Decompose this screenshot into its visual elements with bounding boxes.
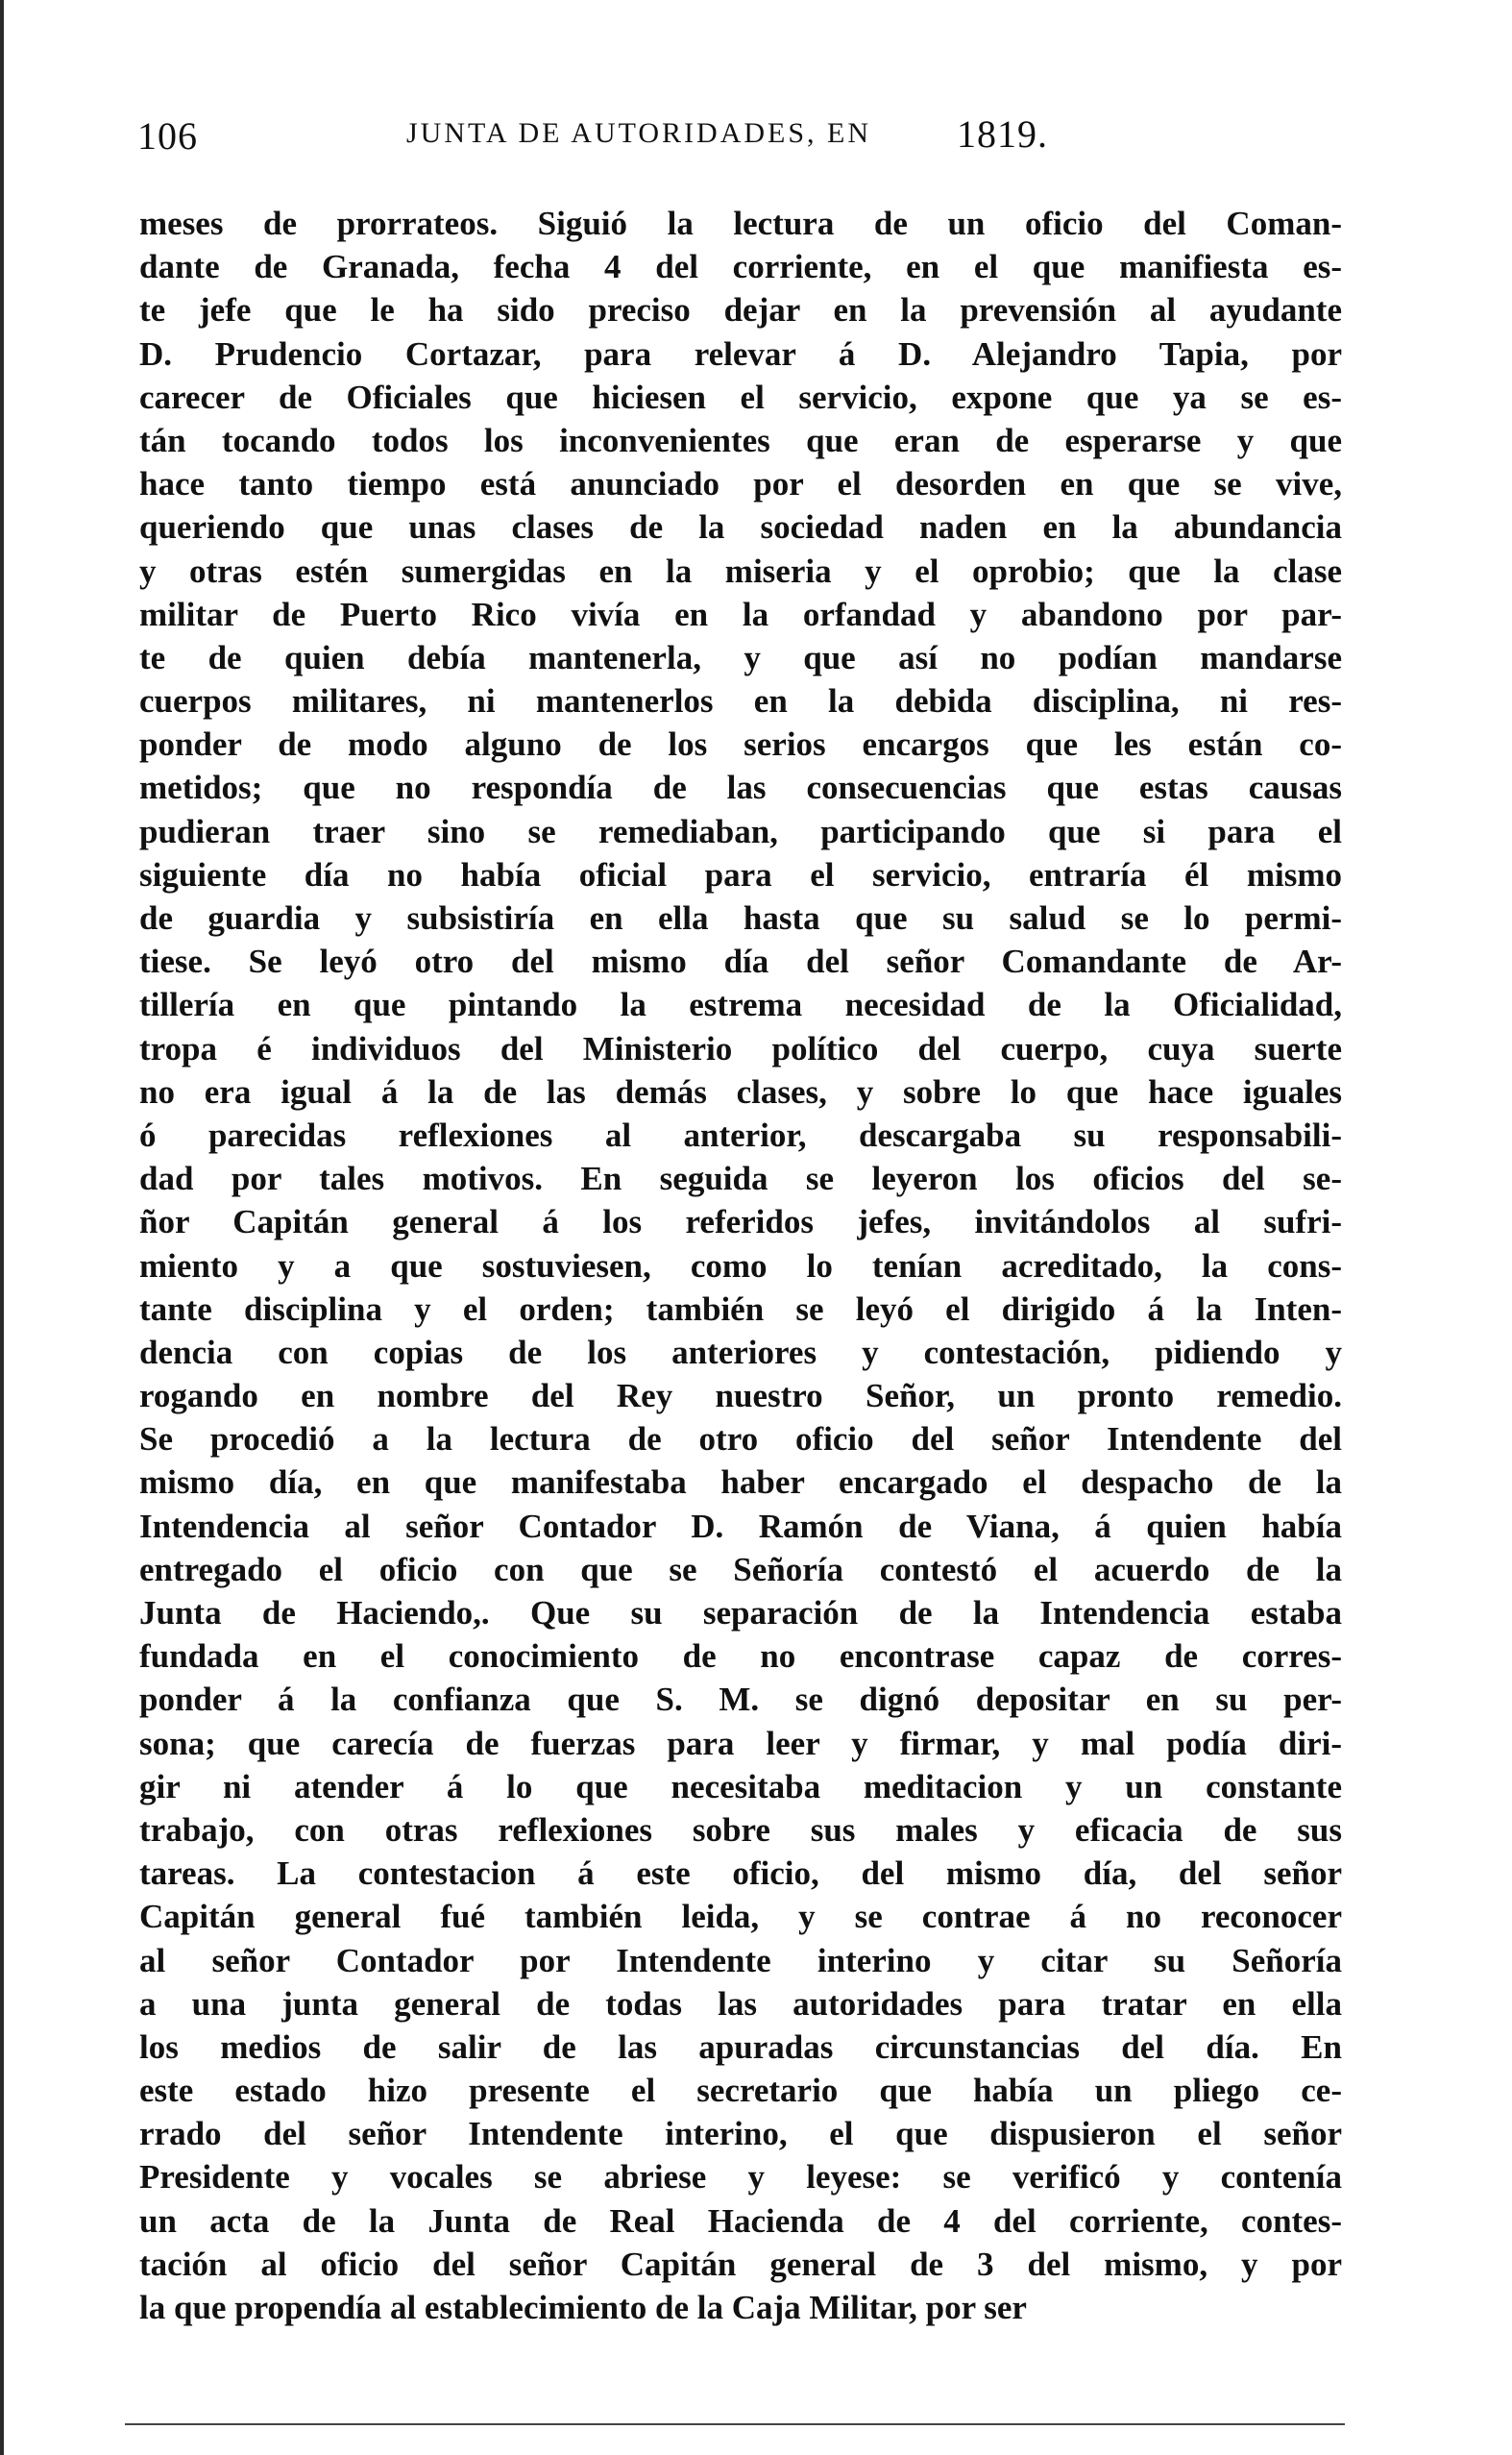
text-line: dante de Granada, fecha 4 del corriente, en el que manifiesta es- <box>139 248 1342 286</box>
text-line: queriendo que unas clases de la sociedad naden en la abundancia <box>139 508 1342 547</box>
text-line: de guardia y subsistiría en ella hasta que su salud se lo permi- <box>139 899 1342 937</box>
text-line: tiese. Se leyó otro del mismo día del señor Comandante de Ar- <box>139 943 1342 981</box>
page-number: 106 <box>137 114 198 158</box>
text-line: Capitán general fué también leida, y se contrae á no reconocer <box>139 1898 1342 1936</box>
text-line: tillería en que pintando la estrema necesidad de la Oficialidad, <box>139 986 1342 1024</box>
text-line: ñor Capitán general á los referidos jefes, invitándolos al sufri- <box>139 1203 1342 1241</box>
text-line: carecer de Oficiales que hiciesen el servicio, expone que ya se es- <box>139 378 1342 416</box>
text-line: tareas. La contestacion á este oficio, del mismo día, del señor <box>139 1854 1342 1893</box>
text-line: tación al oficio del señor Capitán general de 3 del mismo, y por <box>139 2245 1342 2283</box>
text-line: ponder á la confianza que S. M. se dignó depositar en su per- <box>139 1681 1342 1719</box>
text-line: rogando en nombre del Rey nuestro Señor, un pronto remedio. <box>139 1377 1342 1415</box>
body-text <box>139 202 1342 2329</box>
running-title: JUNTA DE AUTORIDADES, EN <box>406 117 872 149</box>
page-header <box>137 113 1364 171</box>
text-line: tropa é individuos del Ministerio político del cuerpo, cuya suerte <box>139 1029 1342 1068</box>
scan-edge <box>0 0 4 2455</box>
text-line: tán tocando todos los inconvenientes que eran de esperarse y que <box>139 421 1342 459</box>
text-line: no era igual á la de las demás clases, y sobre lo que hace iguales <box>139 1072 1342 1111</box>
text-line: miento y a que sostuviesen, como lo tenían acreditado, la cons- <box>139 1246 1342 1285</box>
footer-rule <box>125 2423 1345 2425</box>
text-line: a una junta general de todas las autoridades para tratar en ella <box>139 1984 1342 2023</box>
text-line: rrado del señor Intendente interino, el que dispusieron el señor <box>139 2115 1342 2153</box>
text-line: cuerpos militares, ni mantenerlos en la debida disciplina, ni res- <box>139 682 1342 721</box>
running-year: 1819. <box>957 112 1048 156</box>
text-line: trabajo, con otras reflexiones sobre sus males y eficacia de sus <box>139 1810 1342 1849</box>
text-line: Presidente y vocales se abriese y leyese: se verificó y contenía <box>139 2158 1342 2197</box>
text-line: hace tanto tiempo está anunciado por el desorden en que se vive, <box>139 465 1342 503</box>
text-line: sona; que carecía de fuerzas para leer y firmar, y mal podía diri- <box>139 1724 1342 1762</box>
text-line: un acta de la Junta de Real Hacienda de 4 del corriente, contes- <box>139 2201 1342 2240</box>
text-line: pudieran traer sino se remediaban, participando que si para el <box>139 812 1342 850</box>
text-line: Junta de Haciendo,. Que su separación de la Intendencia estaba <box>139 1594 1342 1632</box>
text-line: gir ni atender á lo que necesitaba meditacion y un constante <box>139 1767 1342 1805</box>
text-line: te jefe que le ha sido preciso dejar en la prevensión al ayudante <box>139 291 1342 330</box>
text-line: al señor Contador por Intendente interino y citar su Señoría <box>139 1941 1342 1979</box>
text-line: Se procedió a la lectura de otro oficio del señor Intendente del <box>139 1420 1342 1459</box>
text-line: tante disciplina y el orden; también se leyó el dirigido á la Inten- <box>139 1289 1342 1328</box>
text-line: siguiente día no había oficial para el servicio, entraría él mismo <box>139 855 1342 894</box>
text-line: dencia con copias de los anteriores y contestación, pidiendo y <box>139 1333 1342 1371</box>
text-line: dad por tales motivos. En seguida se leyeron los oficios del se- <box>139 1160 1342 1198</box>
text-line: mismo día, en que manifestaba haber encargado el despacho de la <box>139 1463 1342 1502</box>
text-line: ponder de modo alguno de los serios encargos que les están co- <box>139 725 1342 764</box>
text-line: este estado hizo presente el secretario que había un pliego ce- <box>139 2072 1342 2110</box>
text-line: fundada en el conocimiento de no encontrase capaz de corres- <box>139 1637 1342 1676</box>
text-line: metidos; que no respondía de las consecuencias que estas causas <box>139 769 1342 807</box>
text-line: los medios de salir de las apuradas circunstancias del día. En <box>139 2027 1342 2066</box>
text-line: D. Prudencio Cortazar, para relevar á D. Alejandro Tapia, por <box>139 334 1342 373</box>
text-line: y otras estén sumergidas en la miseria y el oprobio; que la clase <box>139 552 1342 590</box>
text-line: ó parecidas reflexiones al anterior, descargaba su responsabili- <box>139 1116 1342 1154</box>
text-line: Intendencia al señor Contador D. Ramón de Viana, á quien había <box>139 1507 1342 1545</box>
text-line: militar de Puerto Rico vivía en la orfandad y abandono por par- <box>139 595 1342 633</box>
text-line: la que propendía al establecimiento de la Caja Militar, por ser <box>139 2289 1027 2326</box>
text-line: entregado el oficio con que se Señoría contestó el acuerdo de la <box>139 1550 1342 1588</box>
text-line: meses de prorrateos. Siguió la lectura de un oficio del Coman- <box>139 205 1342 242</box>
text-line: te de quien debía mantenerla, y que así no podían mandarse <box>139 638 1342 676</box>
